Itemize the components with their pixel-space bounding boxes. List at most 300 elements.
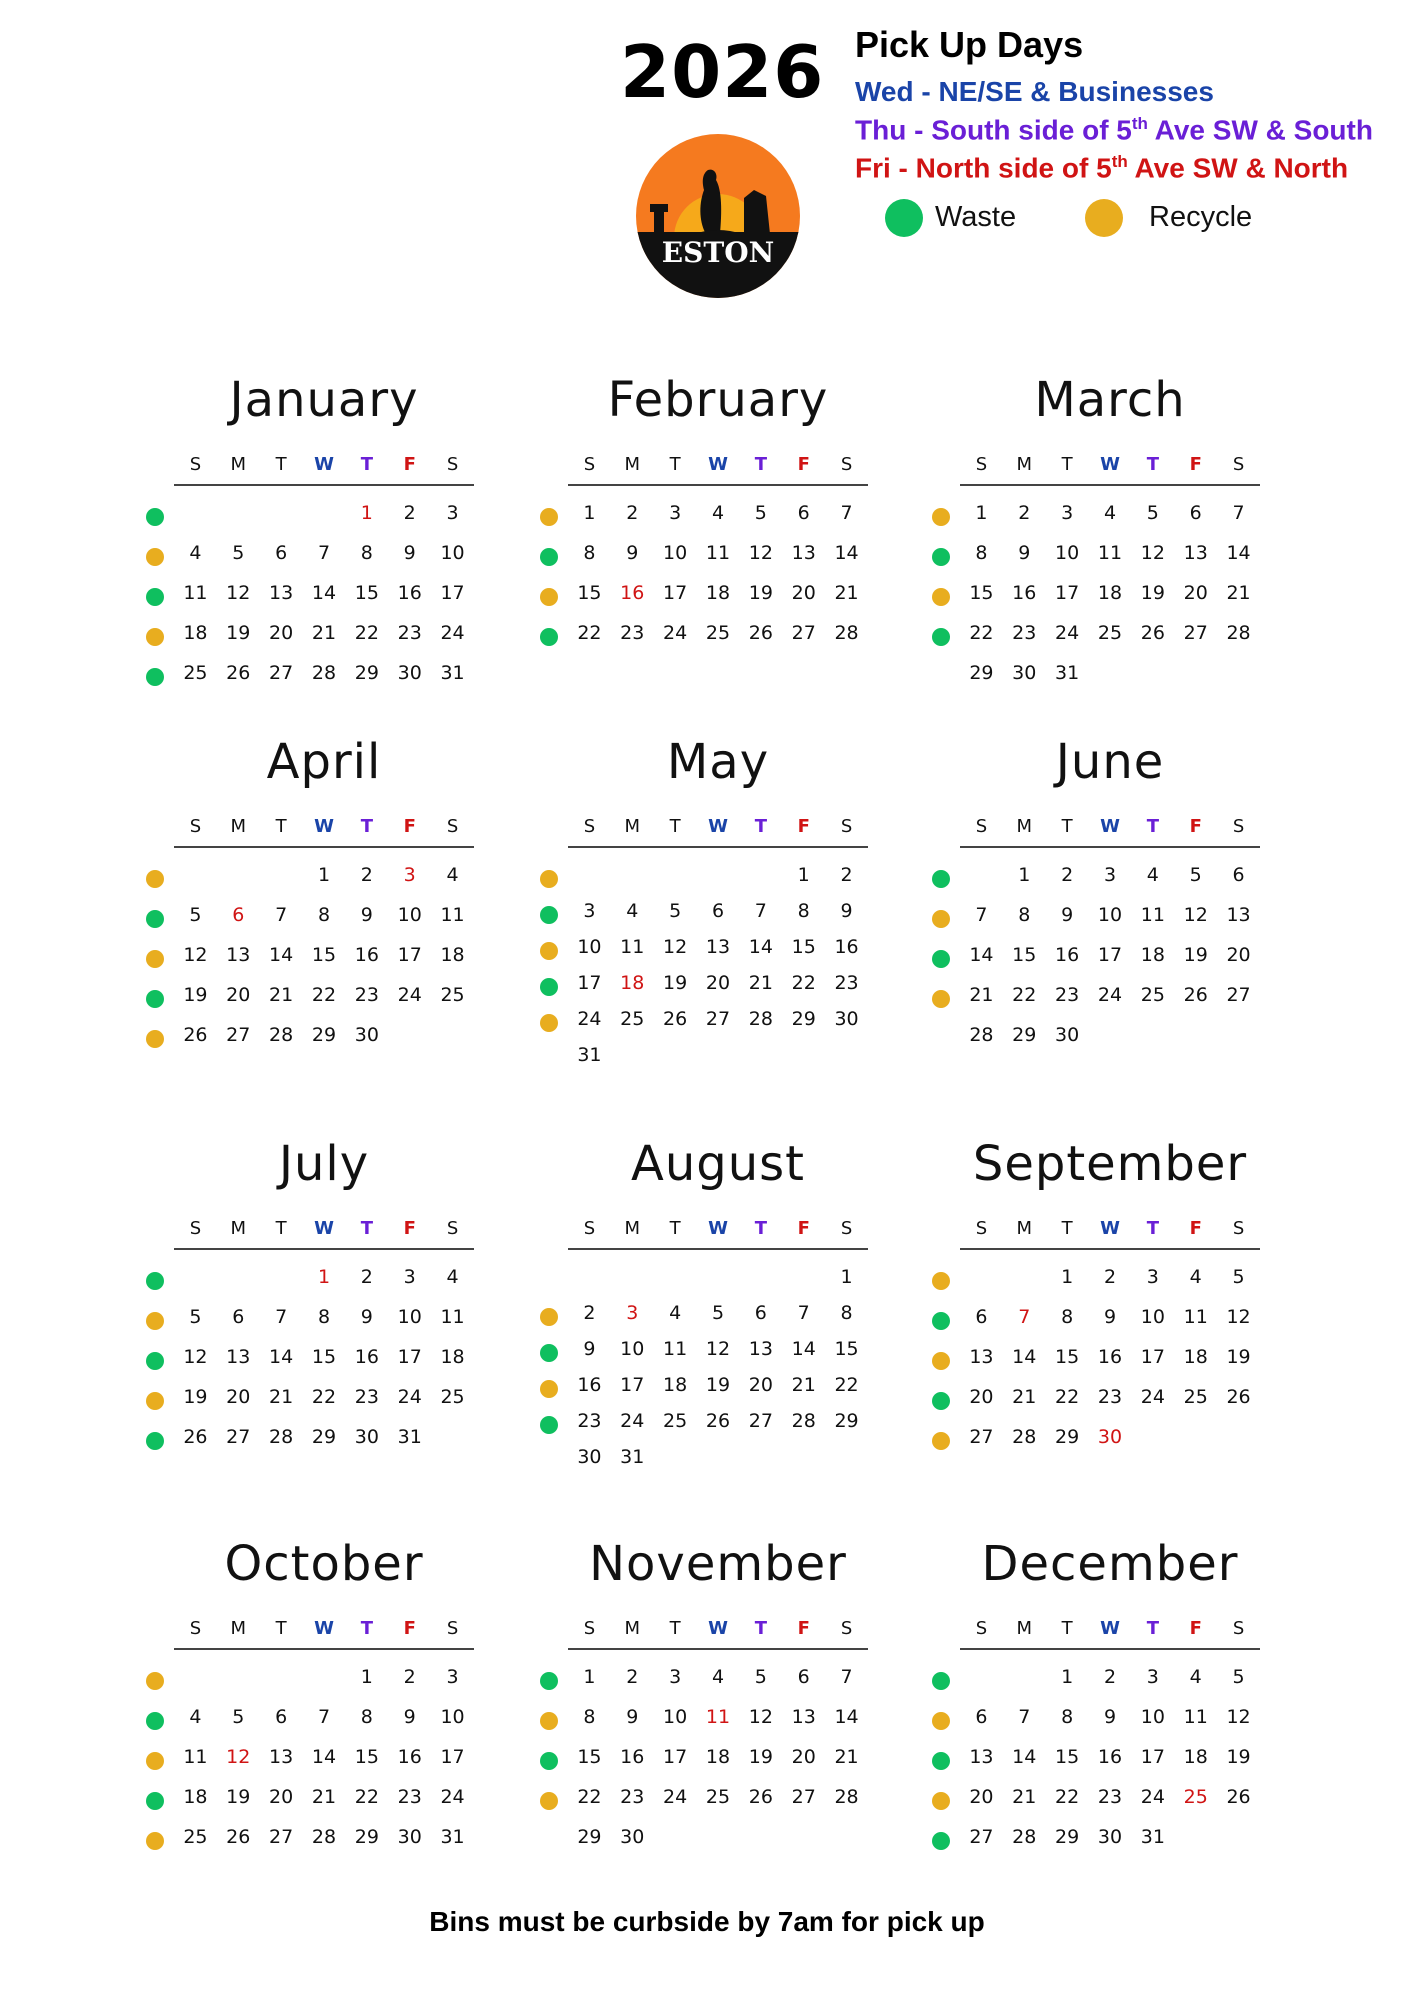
- day-cell: 26: [1226, 1386, 1251, 1408]
- day-cell: 9: [626, 1706, 639, 1728]
- day-cell: 17: [620, 1374, 645, 1396]
- day-cell: 31: [1140, 1826, 1165, 1848]
- day-cell: 14: [269, 1346, 294, 1368]
- day-cell: 16: [620, 582, 645, 604]
- month-title: May: [666, 734, 770, 790]
- day-cell: 23: [1097, 1386, 1123, 1408]
- day-cell: 24: [440, 622, 465, 644]
- recycle-dot-icon: [146, 870, 164, 888]
- day-cell: 5: [669, 900, 682, 922]
- day-cell: 16: [1097, 1746, 1123, 1768]
- waste-dot-icon: [146, 1272, 164, 1290]
- day-cell: 30: [1097, 1426, 1123, 1448]
- week-row: [528, 898, 868, 928]
- day-cell: 8: [360, 1706, 373, 1728]
- day-cell: 23: [620, 622, 645, 644]
- day-cell: 30: [1097, 1826, 1123, 1848]
- week-row: [134, 1264, 474, 1294]
- month-title: November: [589, 1536, 847, 1592]
- weekday-label: T: [275, 1218, 287, 1239]
- week-row: [134, 1304, 474, 1334]
- weekday-label: S: [446, 1218, 459, 1239]
- weekday-label: T: [1061, 1218, 1073, 1239]
- day-cell: 27: [791, 1786, 816, 1808]
- legend-fri: Fri - North side of 5th Ave SW & North: [855, 152, 1349, 184]
- day-cell: 2: [1103, 1266, 1117, 1288]
- week-row: [528, 862, 868, 892]
- waste-dot-icon: [540, 548, 558, 566]
- day-cell: 28: [311, 1826, 337, 1848]
- day-cell: 25: [1183, 1786, 1208, 1808]
- weekday-label: S: [446, 454, 459, 475]
- day-cell: 4: [446, 864, 459, 886]
- day-cell: 30: [354, 1024, 379, 1046]
- weekday-label: S: [1232, 1618, 1245, 1639]
- recycle-dot-icon: [146, 1392, 164, 1410]
- recycle-dot-icon: [540, 588, 558, 606]
- day-cell: 2: [1103, 1666, 1117, 1688]
- day-cell: 16: [397, 1746, 422, 1768]
- day-cell: 21: [834, 582, 859, 604]
- pickup-legend: [855, 24, 1373, 243]
- week-row: [920, 1784, 1260, 1814]
- weekday-label: S: [446, 816, 459, 837]
- day-cell: 27: [705, 1008, 731, 1030]
- day-cell: 4: [711, 1666, 725, 1688]
- weekday-label: W: [314, 1218, 334, 1239]
- weekday-label: W: [1100, 1218, 1120, 1239]
- day-cell: 30: [397, 662, 422, 684]
- day-cell: 15: [1055, 1346, 1080, 1368]
- day-cell: 21: [269, 1386, 294, 1408]
- recycle-dot-icon: [540, 870, 558, 888]
- month-january: [134, 372, 474, 702]
- day-cell: 9: [1061, 904, 1074, 926]
- day-cell: 2: [626, 502, 639, 524]
- week-row: [920, 1824, 1260, 1854]
- day-cell: 11: [663, 1338, 688, 1360]
- day-cell: 4: [1189, 1266, 1202, 1288]
- weekday-label: F: [403, 1618, 416, 1639]
- day-cell: 18: [663, 1374, 688, 1396]
- day-cell: 12: [183, 944, 208, 966]
- day-cell: 8: [583, 1706, 596, 1728]
- day-cell: 10: [397, 904, 422, 926]
- day-cell: 29: [577, 1826, 602, 1848]
- day-cell: 3: [583, 900, 596, 922]
- day-cell: 17: [1097, 944, 1123, 966]
- day-cell: 20: [1183, 582, 1208, 604]
- weekday-label: S: [1232, 454, 1245, 475]
- day-cell: 2: [840, 864, 853, 886]
- month-title: August: [631, 1136, 805, 1192]
- day-cell: 4: [1189, 1666, 1202, 1688]
- weekday-label: W: [1100, 816, 1120, 837]
- day-cell: 6: [275, 542, 288, 564]
- weekday-label: S: [975, 1218, 988, 1239]
- weekday-label: F: [797, 816, 810, 837]
- legend-wed: Wed - NE/SE & Businesses: [855, 76, 1214, 107]
- week-row: [134, 620, 474, 650]
- day-cell: 18: [183, 622, 208, 644]
- day-cell: 6: [754, 1302, 767, 1324]
- day-cell: 27: [226, 1024, 251, 1046]
- weekday-label: F: [797, 454, 810, 475]
- day-cell: 8: [317, 904, 331, 926]
- week-row: [528, 500, 868, 530]
- day-cell: 29: [1012, 1024, 1037, 1046]
- eston-logo: [636, 134, 800, 298]
- day-cell: 3: [1061, 502, 1074, 524]
- day-cell: 7: [1018, 1706, 1031, 1728]
- day-cell: 28: [834, 622, 859, 644]
- week-row: [134, 942, 474, 972]
- day-cell: 14: [269, 944, 294, 966]
- waste-dot-icon: [146, 1432, 164, 1450]
- day-cell: 25: [1183, 1386, 1208, 1408]
- day-cell: 23: [354, 984, 379, 1006]
- day-cell: 13: [748, 1338, 773, 1360]
- weekday-label: S: [1232, 816, 1245, 837]
- day-cell: 9: [840, 900, 853, 922]
- day-cell: 30: [354, 1426, 379, 1448]
- day-cell: 11: [1183, 1306, 1208, 1328]
- day-cell: 9: [583, 1338, 596, 1360]
- day-cell: 21: [311, 1786, 337, 1808]
- day-cell: 31: [440, 1826, 465, 1848]
- day-cell: 7: [840, 1666, 853, 1688]
- day-cell: 16: [577, 1374, 602, 1396]
- logo-text: ESTON: [661, 236, 775, 269]
- day-cell: 24: [663, 1786, 688, 1808]
- day-cell: 24: [1140, 1786, 1165, 1808]
- weekday-label: S: [840, 1218, 853, 1239]
- day-cell: 7: [317, 1706, 331, 1728]
- day-cell: 7: [1232, 502, 1245, 524]
- day-cell: 25: [663, 1410, 688, 1432]
- weekday-label: S: [189, 1218, 202, 1239]
- day-cell: 20: [226, 984, 251, 1006]
- week-row: [528, 1006, 868, 1036]
- waste-dot-icon: [540, 628, 558, 646]
- day-cell: 20: [705, 972, 731, 994]
- weekday-label: S: [189, 1618, 202, 1639]
- day-cell: 3: [669, 502, 682, 524]
- day-cell: 10: [1097, 904, 1123, 926]
- day-cell: 10: [1140, 1706, 1165, 1728]
- month-title: September: [972, 1136, 1248, 1192]
- day-cell: 20: [269, 1786, 294, 1808]
- day-cell: 19: [748, 582, 773, 604]
- week-row: [920, 1264, 1260, 1294]
- day-cell: 26: [183, 1426, 208, 1448]
- day-cell: 5: [711, 1302, 725, 1324]
- day-cell: 12: [705, 1338, 731, 1360]
- day-cell: 9: [403, 1706, 416, 1728]
- day-cell: 29: [969, 662, 994, 684]
- day-cell: 9: [360, 1306, 373, 1328]
- day-cell: 28: [834, 1786, 859, 1808]
- day-cell: 16: [1097, 1346, 1123, 1368]
- weekday-label: T: [275, 1618, 287, 1639]
- day-cell: 11: [440, 904, 465, 926]
- recycle-dot-icon: [146, 1312, 164, 1330]
- recycle-dot-icon: [540, 1308, 558, 1326]
- day-cell: 20: [226, 1386, 251, 1408]
- waste-dot-icon: [932, 1312, 950, 1330]
- day-cell: 16: [834, 936, 859, 958]
- week-row: [134, 1744, 474, 1774]
- weekday-label: T: [669, 1618, 681, 1639]
- day-cell: 20: [791, 1746, 816, 1768]
- day-cell: 19: [1140, 582, 1165, 604]
- weekday-label: T: [669, 1218, 681, 1239]
- weekday-label: T: [1146, 1618, 1159, 1639]
- recycle-dot-icon: [146, 548, 164, 566]
- day-cell: 21: [1012, 1786, 1037, 1808]
- day-cell: 31: [397, 1426, 422, 1448]
- day-cell: 5: [189, 904, 202, 926]
- day-cell: 26: [748, 622, 773, 644]
- day-cell: 28: [1012, 1826, 1037, 1848]
- day-cell: 6: [711, 900, 725, 922]
- day-cell: 31: [620, 1446, 645, 1468]
- day-cell: 7: [754, 900, 767, 922]
- day-cell: 22: [1012, 984, 1037, 1006]
- recycle-dot-icon: [1085, 199, 1123, 237]
- day-cell: 16: [354, 1346, 379, 1368]
- weekday-label: T: [360, 816, 373, 837]
- weekday-label: F: [1189, 1218, 1202, 1239]
- recycle-dot-icon: [540, 1712, 558, 1730]
- day-cell: 3: [446, 502, 459, 524]
- weekday-label: M: [230, 454, 247, 475]
- day-cell: 11: [440, 1306, 465, 1328]
- day-cell: 6: [275, 1706, 288, 1728]
- weekday-label: W: [1100, 454, 1120, 475]
- weekday-label: T: [754, 816, 767, 837]
- weekday-label: S: [975, 454, 988, 475]
- day-cell: 4: [1146, 864, 1159, 886]
- day-cell: 4: [446, 1266, 459, 1288]
- day-cell: 5: [1189, 864, 1202, 886]
- day-cell: 14: [834, 1706, 859, 1728]
- day-cell: 12: [748, 542, 773, 564]
- day-cell: 5: [754, 1666, 767, 1688]
- day-cell: 14: [834, 542, 859, 564]
- day-cell: 18: [1183, 1746, 1208, 1768]
- weekday-label: T: [1146, 454, 1159, 475]
- day-cell: 16: [354, 944, 379, 966]
- day-cell: 10: [620, 1338, 645, 1360]
- day-cell: 18: [705, 1746, 731, 1768]
- day-cell: 1: [583, 502, 596, 524]
- weekday-header: [568, 816, 868, 848]
- day-cell: 16: [620, 1746, 645, 1768]
- weekday-label: T: [1061, 1618, 1073, 1639]
- month-october: [134, 1536, 474, 1866]
- weekday-label: S: [583, 816, 596, 837]
- weekday-label: F: [1189, 1618, 1202, 1639]
- waste-dot-icon: [885, 199, 923, 237]
- day-cell: 16: [1055, 944, 1080, 966]
- day-cell: 12: [663, 936, 688, 958]
- day-cell: 28: [969, 1024, 994, 1046]
- month-title: March: [1034, 372, 1186, 428]
- waste-dot-icon: [540, 1672, 558, 1690]
- day-cell: 26: [183, 1024, 208, 1046]
- day-cell: 19: [663, 972, 688, 994]
- weekday-label: T: [1146, 1218, 1159, 1239]
- recycle-dot-icon: [932, 1792, 950, 1810]
- day-cell: 18: [1140, 944, 1165, 966]
- recycle-dot-icon: [540, 508, 558, 526]
- weekday-label: S: [840, 454, 853, 475]
- recycle-dot-icon: [540, 1792, 558, 1810]
- month-title: January: [229, 372, 419, 428]
- day-cell: 11: [183, 1746, 208, 1768]
- day-cell: 25: [1097, 622, 1123, 644]
- waste-dot-icon: [932, 1752, 950, 1770]
- week-row: [528, 1664, 868, 1694]
- week-row: [920, 540, 1260, 570]
- recycle-dot-icon: [146, 1030, 164, 1048]
- day-cell: 17: [1140, 1746, 1165, 1768]
- month-title: April: [266, 734, 382, 790]
- day-cell: 14: [1012, 1346, 1037, 1368]
- month-december: [920, 1536, 1260, 1866]
- day-cell: 19: [705, 1374, 731, 1396]
- day-cell: 25: [183, 1826, 208, 1848]
- day-cell: 19: [1226, 1346, 1251, 1368]
- day-cell: 27: [1183, 622, 1208, 644]
- weekday-header: [568, 1618, 868, 1650]
- day-cell: 3: [669, 1666, 682, 1688]
- week-row: [134, 500, 474, 530]
- day-cell: 27: [226, 1426, 251, 1448]
- waste-dot-icon: [540, 1344, 558, 1362]
- month-title: December: [981, 1536, 1239, 1592]
- day-cell: 29: [1055, 1426, 1080, 1448]
- day-cell: 28: [269, 1426, 294, 1448]
- day-cell: 11: [1140, 904, 1165, 926]
- weekday-header: [960, 454, 1260, 486]
- weekday-label: S: [840, 816, 853, 837]
- day-cell: 24: [1097, 984, 1123, 1006]
- weekday-label: M: [230, 816, 247, 837]
- day-cell: 28: [748, 1008, 773, 1030]
- day-cell: 25: [705, 1786, 731, 1808]
- day-cell: 23: [834, 972, 859, 994]
- month-february: [528, 372, 868, 702]
- day-cell: 23: [1097, 1786, 1123, 1808]
- weekday-label: T: [754, 1218, 767, 1239]
- day-cell: 10: [440, 542, 465, 564]
- day-cell: 19: [748, 1746, 773, 1768]
- day-cell: 23: [577, 1410, 602, 1432]
- day-cell: 27: [269, 1826, 294, 1848]
- weekday-label: T: [754, 1618, 767, 1639]
- day-cell: 5: [189, 1306, 202, 1328]
- day-cell: 15: [577, 1746, 602, 1768]
- weekday-label: F: [403, 454, 416, 475]
- day-cell: 29: [354, 662, 379, 684]
- day-cell: 23: [397, 622, 422, 644]
- day-cell: 4: [1103, 502, 1117, 524]
- week-row: [920, 1344, 1260, 1374]
- day-cell: 27: [969, 1426, 994, 1448]
- day-cell: 28: [311, 662, 337, 684]
- day-cell: 6: [975, 1706, 988, 1728]
- day-cell: 10: [663, 542, 688, 564]
- week-row: [528, 620, 868, 650]
- recycle-dot-icon: [932, 910, 950, 928]
- day-cell: 25: [1140, 984, 1165, 1006]
- day-cell: 8: [583, 542, 596, 564]
- day-cell: 5: [232, 542, 245, 564]
- weekday-label: W: [708, 1218, 728, 1239]
- day-cell: 4: [626, 900, 639, 922]
- day-cell: 3: [446, 1666, 459, 1688]
- day-cell: 5: [1232, 1666, 1245, 1688]
- day-cell: 11: [705, 542, 731, 564]
- day-cell: 6: [232, 1306, 245, 1328]
- day-cell: 8: [317, 1306, 331, 1328]
- day-cell: 19: [1226, 1746, 1251, 1768]
- waste-dot-icon: [146, 910, 164, 928]
- day-cell: 7: [317, 542, 331, 564]
- day-cell: 7: [797, 1302, 810, 1324]
- day-cell: 2: [403, 502, 416, 524]
- week-row: [920, 1022, 1260, 1052]
- month-title: July: [278, 1136, 370, 1192]
- day-cell: 28: [1012, 1426, 1037, 1448]
- week-row: [134, 902, 474, 932]
- weekday-header: [960, 1618, 1260, 1650]
- day-cell: 30: [1012, 662, 1037, 684]
- month-march: [920, 372, 1260, 702]
- weekday-label: W: [314, 1618, 334, 1639]
- day-cell: 14: [748, 936, 773, 958]
- weekday-label: T: [1061, 816, 1073, 837]
- day-cell: 30: [577, 1446, 602, 1468]
- week-row: [528, 1336, 868, 1366]
- day-cell: 19: [183, 1386, 208, 1408]
- day-cell: 28: [269, 1024, 294, 1046]
- day-cell: 22: [1055, 1386, 1080, 1408]
- day-cell: 20: [791, 582, 816, 604]
- day-cell: 18: [705, 582, 731, 604]
- week-row: [920, 1384, 1260, 1414]
- day-cell: 1: [360, 502, 373, 524]
- weekday-label: W: [314, 454, 334, 475]
- day-cell: 29: [311, 1024, 337, 1046]
- recycle-dot-icon: [932, 1712, 950, 1730]
- month-title: October: [224, 1536, 424, 1592]
- waste-dot-icon: [146, 1792, 164, 1810]
- day-cell: 3: [626, 1302, 639, 1324]
- day-cell: 30: [397, 1826, 422, 1848]
- day-cell: 7: [975, 904, 988, 926]
- week-row: [528, 1704, 868, 1734]
- day-cell: 15: [1012, 944, 1037, 966]
- day-cell: 15: [969, 582, 994, 604]
- week-row: [528, 1042, 868, 1072]
- day-cell: 1: [840, 1266, 853, 1288]
- day-cell: 1: [1018, 864, 1031, 886]
- day-cell: 21: [1226, 582, 1251, 604]
- day-cell: 26: [1226, 1786, 1251, 1808]
